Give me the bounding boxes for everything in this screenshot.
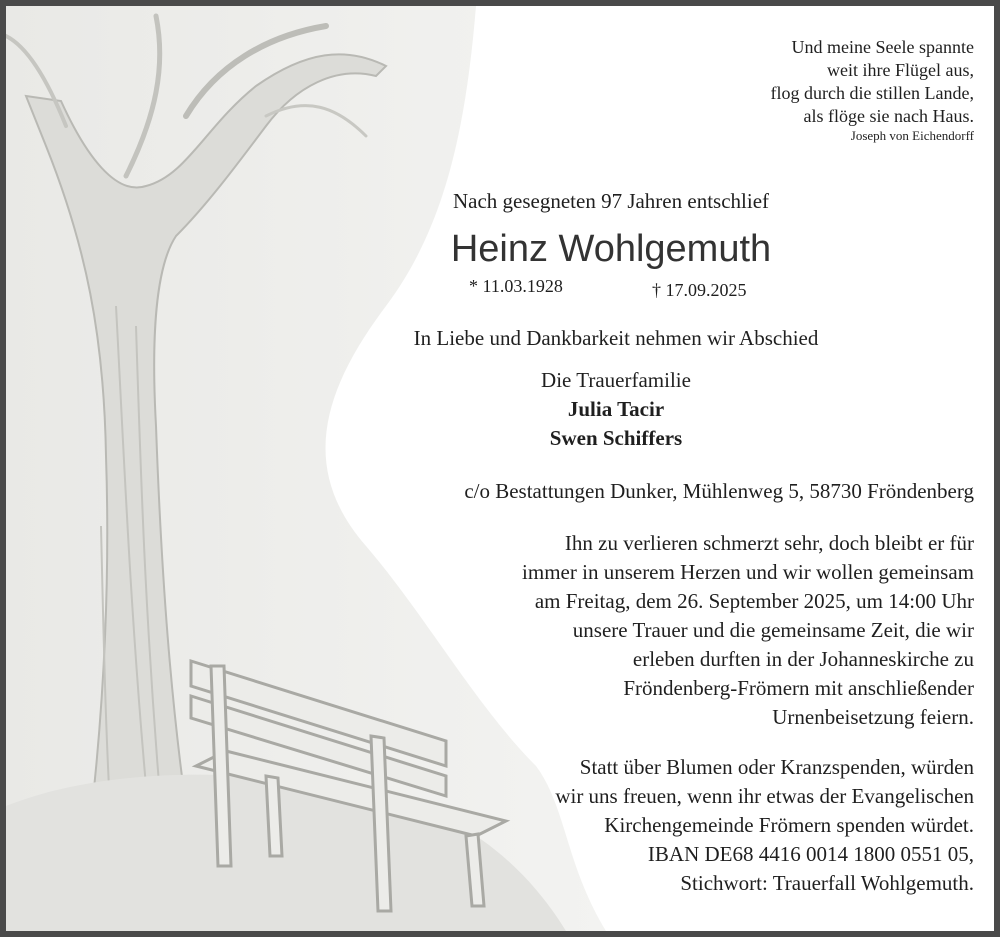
donation-paragraph <box>555 753 974 898</box>
paragraph-line: Kirchengemeinde Frömern spenden würdet. <box>604 813 974 837</box>
family-block <box>326 366 906 453</box>
life-dates <box>306 272 916 302</box>
keyword-line: Stichwort: Trauerfall Wohlgemuth. <box>680 871 974 895</box>
farewell-text: In Liebe und Dankbarkeit nehmen wir Abschied <box>413 326 819 350</box>
paragraph-line: erleben durften in der Johanneskirche zu <box>632 647 974 671</box>
paragraph-line: Fröndenberg-Frömern mit anschließender <box>623 676 974 700</box>
paragraph-line: Statt über Blumen oder Kranzspenden, würden <box>579 755 974 779</box>
poem-line: als flöge sie nach Haus. <box>803 106 974 126</box>
deceased-name: Heinz Wohlgemuth <box>450 228 772 270</box>
poem-line: Und meine Seele spannte <box>791 37 974 57</box>
family-member: Swen Schiffers <box>549 426 683 450</box>
family-member: Julia Tacir <box>567 397 665 421</box>
paragraph-line: Urnenbeisetzung feiern. <box>772 705 974 729</box>
iban-line: IBAN DE68 4416 0014 1800 0551 05, <box>647 842 974 866</box>
paragraph-line: unsere Trauer und die gemeinsame Zeit, die wir <box>572 618 974 642</box>
paragraph-line: immer in unserem Herzen und wir wollen gemeinsam <box>522 560 974 584</box>
paragraph-line: wir uns freuen, wenn ihr etwas der Evangelischen <box>555 784 974 808</box>
poem-author: Joseph von Eichendorff <box>850 128 974 143</box>
service-paragraph <box>522 529 974 732</box>
birth-date: * 11.03.1928 <box>469 276 563 296</box>
paragraph-line: Ihn zu verlieren schmerzt sehr, doch bleibt er für <box>564 531 974 555</box>
poem-line: flog durch die stillen Lande, <box>770 83 974 103</box>
family-heading: Die Trauerfamilie <box>541 368 691 392</box>
intro-text: Nach gesegneten 97 Jahren entschlief <box>452 189 770 213</box>
poem-block <box>771 36 974 144</box>
address-line: c/o Bestattungen Dunker, Mühlenweg 5, 58730 Fröndenberg <box>464 479 974 503</box>
poem-line: weit ihre Flügel aus, <box>827 60 974 80</box>
paragraph-line: am Freitag, dem 26. September 2025, um 14:00 Uhr <box>534 589 974 613</box>
death-date: † 17.09.2025 <box>652 280 747 300</box>
